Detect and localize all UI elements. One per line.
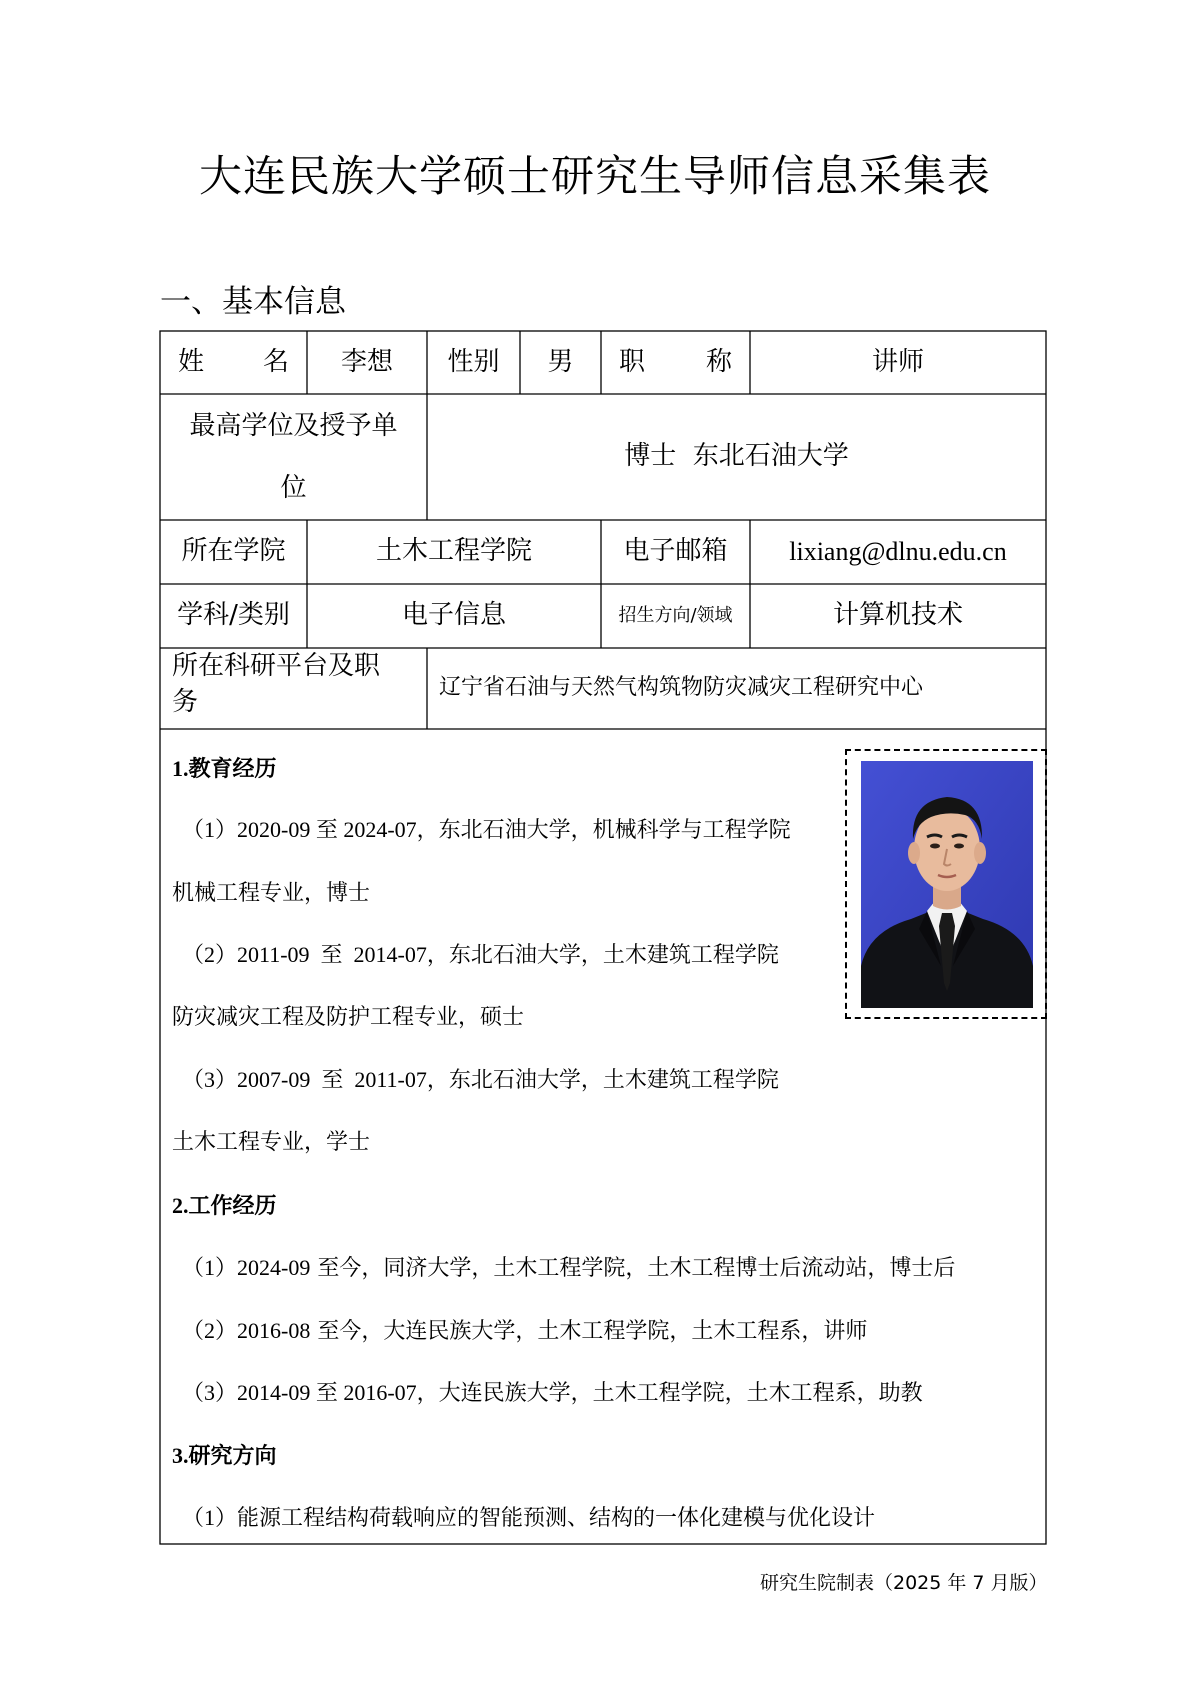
portrait-photo: [861, 761, 1033, 1008]
education-item-1-line-2: 机械工程专业，博士: [172, 881, 371, 906]
college-label: 所在学院: [181, 536, 286, 567]
education-item-3-line-2: 土木工程专业，学士: [172, 1130, 371, 1155]
education-heading-num: 1.: [172, 756, 189, 781]
discipline-value: 电子信息: [401, 600, 506, 631]
job-title-label-char-1: 职: [619, 346, 646, 377]
platform-label-line-2: 务: [172, 687, 199, 717]
section-heading-basic-info: 一、基本信息: [160, 284, 346, 320]
education-item-2-line-1: （2）2011-09 至 2014-07，东北石油大学，土木建筑工程学院: [182, 942, 779, 968]
footer-note: 研究生院制表（2025 年 7 月版）: [760, 1572, 1048, 1594]
discipline-label: 学科/类别: [177, 600, 290, 631]
education-item-3-line-1: （3）2007-09 至 2011-07，东北石油大学，土木建筑工程学院: [182, 1067, 779, 1093]
direction-label: 招生方向/领域: [618, 605, 733, 627]
degree-label-line-1: 最高学位及授予单: [189, 411, 398, 441]
education-heading-text: 教育经历: [188, 757, 277, 782]
work-heading-num: 2.: [172, 1193, 189, 1218]
research-heading: [172, 1439, 277, 1470]
education-item-2-line-2: 防灾减灾工程及防护工程专业，硕士: [172, 1005, 525, 1030]
research-heading-num: 3.: [172, 1443, 189, 1468]
gender-label: 性别: [447, 346, 500, 377]
email-label: 电子邮箱: [623, 536, 728, 567]
email-value: lixiang@dlnu.edu.cn: [789, 537, 1007, 567]
education-heading: [172, 752, 277, 783]
platform-value: 辽宁省石油与天然气构筑物防灾减灾工程研究中心: [439, 675, 924, 701]
photo-frame: [845, 749, 1047, 1019]
direction-value: 计算机技术: [832, 600, 963, 631]
gender-value: 男: [547, 346, 574, 377]
education-item-1-line-1: （1）2020-09 至 2024-07，东北石油大学，机械科学与工程学院: [182, 817, 791, 843]
research-heading-text: 研究方向: [188, 1444, 277, 1469]
degree-label-line-2: 位: [280, 473, 307, 503]
job-title-value: 讲师: [871, 346, 924, 377]
work-item-1: （1）2024-09 至今，同济大学，土木工程学院，土木工程博士后流动站，博士后: [182, 1255, 956, 1281]
research-item-1: （1）能源工程结构荷载响应的智能预测、结构的一体化建模与优化设计: [182, 1505, 876, 1531]
page-title: 大连民族大学硕士研究生导师信息采集表: [199, 152, 991, 202]
degree-label: [160, 394, 427, 520]
work-heading-text: 工作经历: [188, 1194, 277, 1219]
work-heading: [172, 1189, 277, 1220]
job-title-label: [601, 331, 750, 394]
name-label: [160, 331, 307, 394]
platform-label: [160, 648, 427, 729]
work-item-3: （3）2014-09 至 2016-07，大连民族大学，土木工程学院，土木工程系，助教: [182, 1380, 923, 1406]
name-label-char-2: 名: [262, 346, 289, 377]
work-item-2: （2）2016-08 至今，大连民族大学，土木工程学院，土木工程系，讲师: [182, 1318, 868, 1344]
platform-label-line-1: 所在科研平台及职: [172, 651, 381, 681]
job-title-label-char-2: 称: [705, 346, 732, 377]
college-value: 土木工程学院: [375, 536, 532, 567]
degree-value: 博士 东北石油大学: [624, 441, 849, 472]
name-label-char-1: 姓: [178, 346, 205, 377]
name-value: 李想: [340, 346, 393, 377]
portrait-illustration: [861, 761, 1033, 1008]
